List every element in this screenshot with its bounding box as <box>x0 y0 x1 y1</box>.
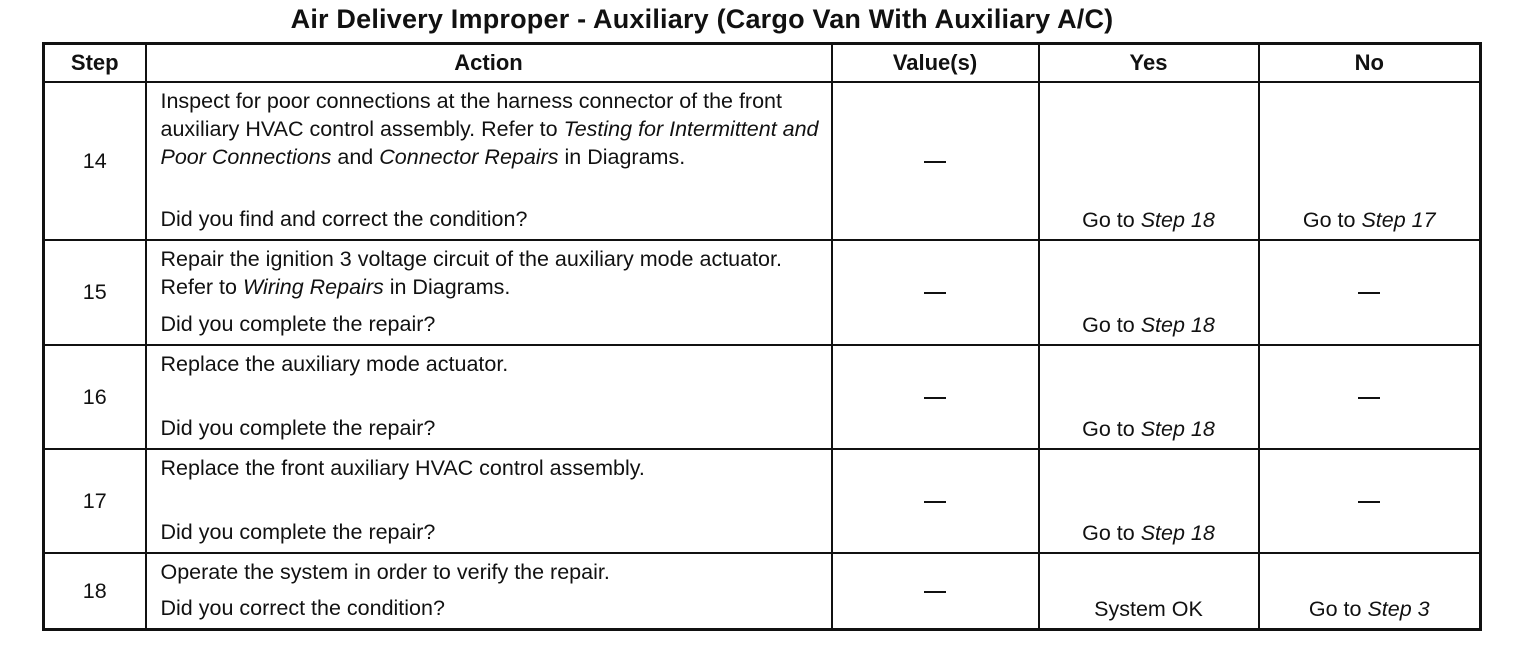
action-question: Did you complete the repair? <box>160 416 436 440</box>
value-dash <box>924 161 946 163</box>
action-text <box>161 87 821 171</box>
value-dash <box>924 292 946 294</box>
action-question: Did you complete the repair? <box>160 520 436 544</box>
value-cell <box>832 82 1039 240</box>
italic-reference: Step 18 <box>1140 208 1215 232</box>
header-no: No <box>1259 44 1481 83</box>
action-question: Did you correct the condition? <box>160 596 445 620</box>
header-action: Action <box>146 44 832 83</box>
action-text <box>161 245 821 301</box>
value-cell <box>832 240 1039 345</box>
action-cell <box>146 240 832 345</box>
value-cell <box>832 345 1039 449</box>
table-row <box>44 240 1481 345</box>
header-values: Value(s) <box>832 44 1039 83</box>
italic-reference: Step 18 <box>1140 313 1215 337</box>
action-text <box>161 350 821 378</box>
text-run: Go to <box>1082 417 1141 441</box>
action-cell <box>146 449 832 553</box>
value-dash <box>924 501 946 503</box>
text-run: in Diagrams. <box>558 145 686 169</box>
document-title: Air Delivery Improper - Auxiliary (Cargo Van With Auxiliary A/C) <box>290 4 1114 34</box>
value-dash <box>924 397 946 399</box>
text-run: Go to <box>1082 313 1141 337</box>
text-run: and <box>331 145 380 169</box>
action-question: Did you complete the repair? <box>160 312 436 336</box>
text-run: in Diagrams. <box>383 275 511 299</box>
text-run: Operate the system in order to verify the repair. <box>160 560 610 584</box>
action-cell <box>146 553 832 630</box>
action-text <box>161 454 821 482</box>
no-cell <box>1259 82 1481 240</box>
value-cell <box>832 553 1039 630</box>
no-cell <box>1259 345 1481 449</box>
table-row <box>44 82 1481 240</box>
no-cell <box>1259 449 1481 553</box>
text-run: Go to <box>1082 521 1141 545</box>
text-run: Go to <box>1302 208 1362 232</box>
yes-cell <box>1039 82 1259 240</box>
yes-cell <box>1039 553 1259 630</box>
no-dash <box>1358 501 1380 503</box>
action-cell <box>146 82 832 240</box>
value-cell <box>832 449 1039 553</box>
italic-reference: Connector Repairs <box>379 145 559 169</box>
text-run: Inspect for poor connections at the harness connector of the front auxiliary HVAC control assembly. Refer to <box>160 89 782 141</box>
text-run: System OK <box>1094 597 1203 621</box>
italic-reference: Wiring Repairs <box>242 275 384 299</box>
yes-cell <box>1039 240 1259 345</box>
action-cell <box>146 345 832 449</box>
italic-reference: Step 3 <box>1367 597 1430 621</box>
header-step: Step <box>44 44 146 83</box>
yes-cell <box>1039 345 1259 449</box>
action-question: Did you find and correct the condition? <box>160 207 528 231</box>
no-dash <box>1358 397 1380 399</box>
header-row <box>44 44 1481 83</box>
no-dash <box>1358 292 1380 294</box>
header-yes: Yes <box>1039 44 1259 83</box>
text-run: Replace the front auxiliary HVAC control assembly. <box>160 456 645 480</box>
italic-reference: Step 18 <box>1140 521 1215 545</box>
step-number: 14 <box>44 82 146 240</box>
text-run: Go to <box>1082 208 1141 232</box>
step-number: 15 <box>44 240 146 345</box>
italic-reference: Step 17 <box>1361 208 1436 232</box>
text-run: Repair the ignition 3 voltage circuit of the auxiliary mode actuator. Refer to <box>160 247 782 299</box>
no-cell <box>1259 240 1481 345</box>
text-run: Replace the auxiliary mode actuator. <box>160 352 509 376</box>
action-text <box>161 558 821 586</box>
value-dash <box>924 591 946 593</box>
table-row <box>44 449 1481 553</box>
text-run: Go to <box>1308 597 1368 621</box>
step-number: 18 <box>44 553 146 630</box>
table-row <box>44 345 1481 449</box>
table-row <box>44 553 1481 630</box>
yes-cell <box>1039 449 1259 553</box>
step-number: 16 <box>44 345 146 449</box>
step-number: 17 <box>44 449 146 553</box>
italic-reference: Step 18 <box>1140 417 1215 441</box>
diagnostic-table <box>42 42 1482 631</box>
italic-reference: Testing for Intermittent and Poor Connections <box>160 117 819 169</box>
no-cell <box>1259 553 1481 630</box>
